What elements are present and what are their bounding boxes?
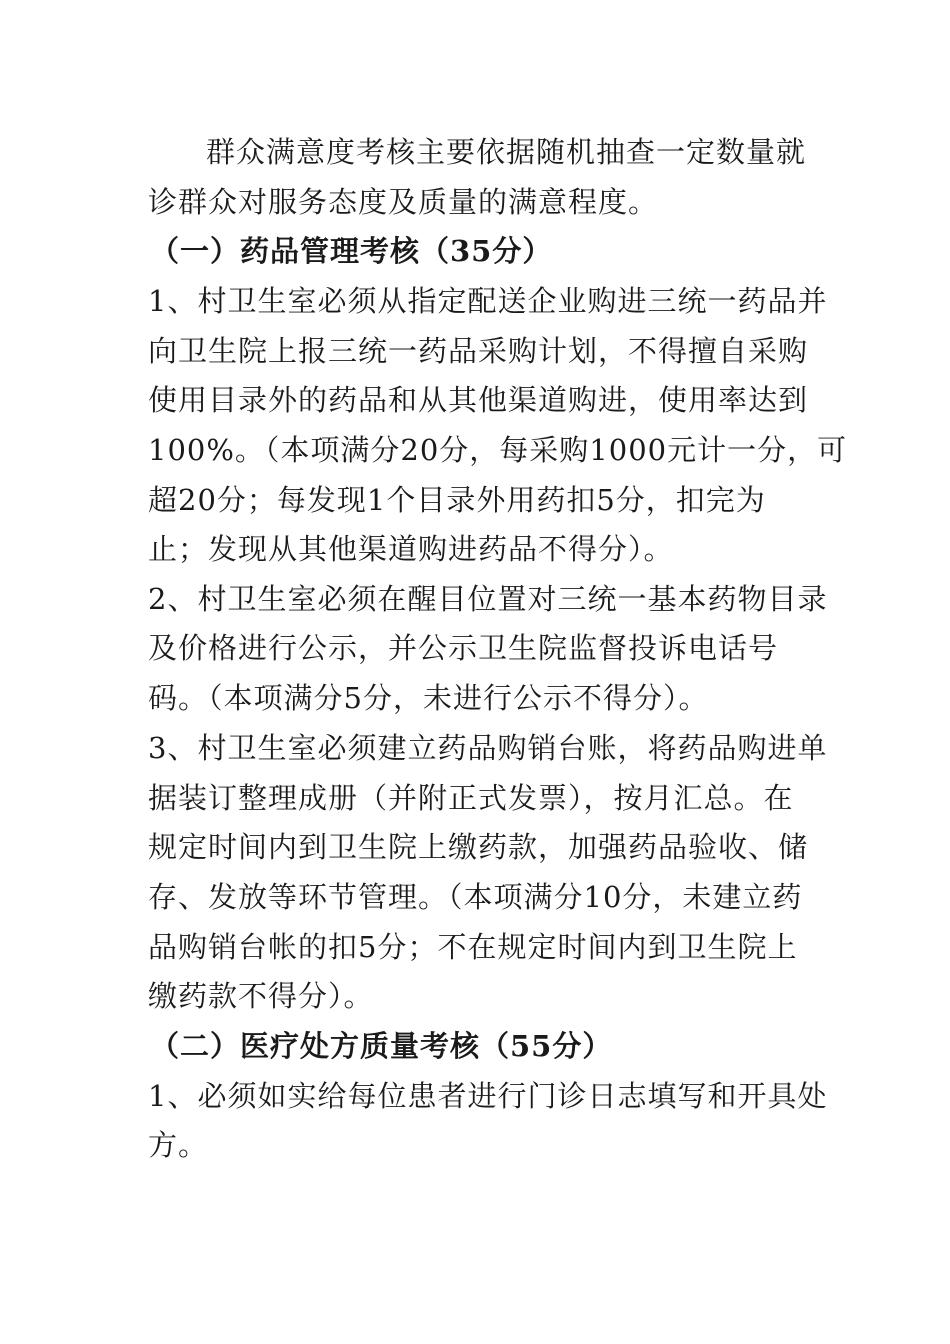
intro-line-1: 群众满意度考核主要依据随机抽查一定数量就 <box>206 135 807 169</box>
item-1-3-line-1: 3、村卫生室必须建立药品购销台账，将药品购进单 <box>148 731 828 765</box>
section-2-heading: （二）医疗处方质量考核（55分） <box>150 1029 613 1063</box>
item-1-3-line-4: 存、发放等环节管理。（本项满分10分，未建立药 <box>148 880 803 914</box>
item-1-2-line-1: 2、村卫生室必须在醒目位置对三统一基本药物目录 <box>148 582 828 616</box>
section-1-heading: （一）药品管理考核（35分） <box>150 234 553 268</box>
item-1-1-line-1: 1、村卫生室必须从指定配送企业购进三统一药品并 <box>148 284 828 318</box>
item-1-1-line-6: 止；发现从其他渠道购进药品不得分）。 <box>148 532 674 566</box>
item-1-2-line-2: 及价格进行公示，并公示卫生院监督投诉电话号 <box>148 631 779 665</box>
intro-line-2: 诊群众对服务态度及质量的满意程度。 <box>148 185 659 219</box>
item-1-3-line-3: 规定时间内到卫生院上缴药款，加强药品验收、储 <box>148 830 809 864</box>
item-2-1-line-2: 方。 <box>148 1128 209 1162</box>
item-1-3-line-5: 品购销台帐的扣5分；不在规定时间内到卫生院上 <box>148 930 798 964</box>
item-1-1-line-5: 超20分；每发现1个目录外用药扣5分，扣完为 <box>148 483 766 517</box>
item-2-1-line-1: 1、必须如实给每位患者进行门诊日志填写和开具处 <box>148 1079 828 1113</box>
item-1-1-line-2: 向卫生院上报三统一药品采购计划，不得擅自采购 <box>148 334 809 368</box>
item-1-3-line-2: 据装订整理成册（并附正式发票），按月汇总。在 <box>148 781 794 815</box>
item-1-1-line-3: 使用目录外的药品和从其他渠道购进，使用率达到 <box>148 383 809 417</box>
item-1-3-line-6: 缴药款不得分）。 <box>148 979 374 1013</box>
item-1-2-line-3: 码。（本项满分5分，未进行公示不得分）。 <box>148 681 709 715</box>
item-1-1-line-4: 100%。（本项满分20分，每采购1000元计一分，可 <box>148 433 848 467</box>
